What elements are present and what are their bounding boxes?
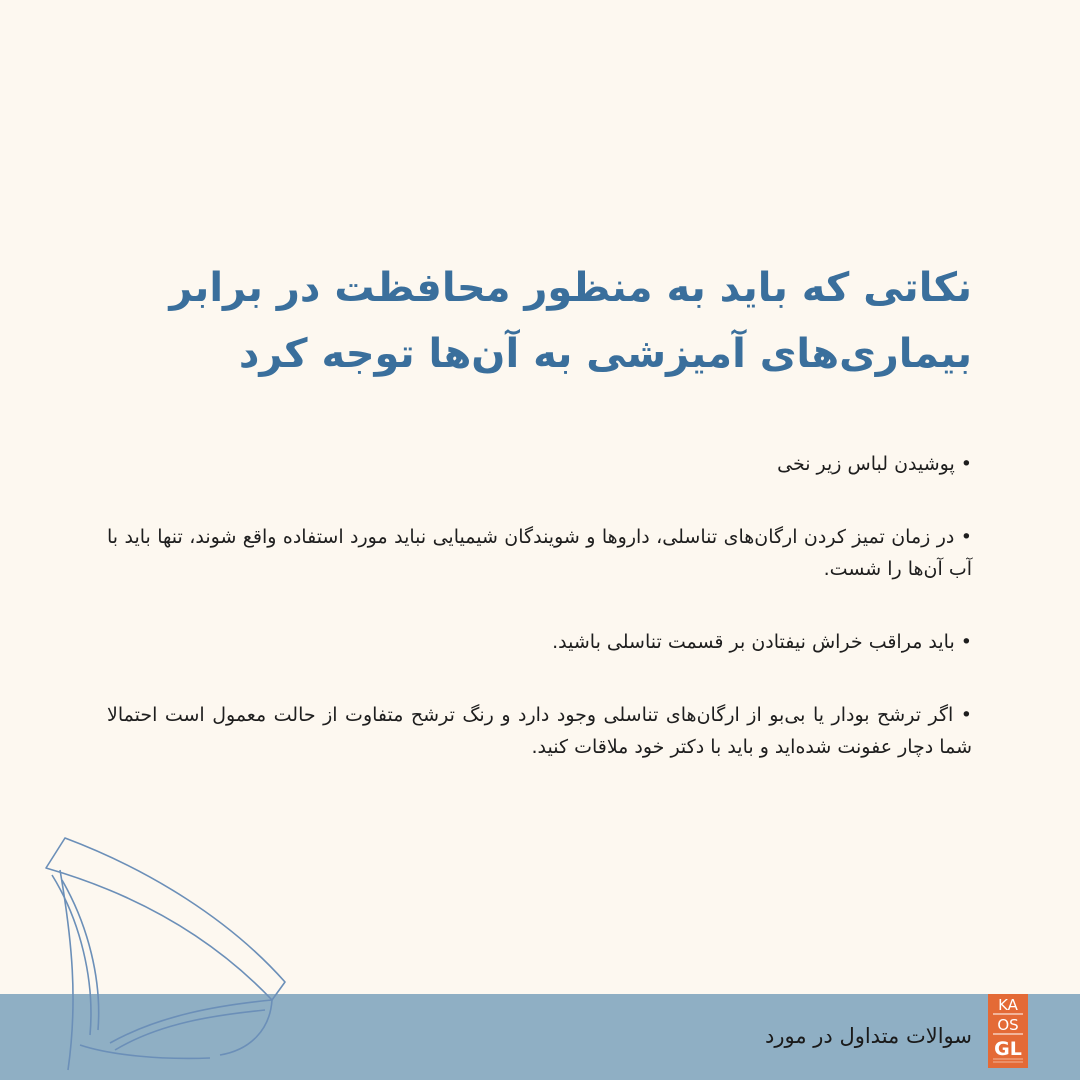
tip-item: • اگر ترشح بودار یا بی‌بو از ارگان‌های تناسلی وجود دارد و رنگ ترشح متفاوت از حالت معمول است احتمالا شما دچار عفونت شده‌اید و باید با دکتر خود ملاقات کنید. xyxy=(107,704,972,758)
title-line-2: بیماری‌های آمیزشی به آن‌ها توجه کرد xyxy=(238,331,972,377)
page-title xyxy=(92,255,972,387)
tip-item: • پوشیدن لباس زیر نخی xyxy=(777,453,972,475)
footer-caption: سوالات متداول در مورد xyxy=(765,1024,972,1048)
svg-text:OS: OS xyxy=(997,1016,1019,1034)
svg-text:GL: GL xyxy=(994,1038,1022,1060)
title-line-1: نکاتی که باید به منظور محافظت در برابر xyxy=(169,265,972,311)
underwear-outline-icon xyxy=(40,830,330,1075)
tip-item: • در زمان تمیز کردن ارگان‌های تناسلی، داروها و شویندگان شیمیایی نباید مورد استفاده واقع شوند، تنها باید با آب آن‌ها را شست. xyxy=(107,526,972,580)
tip-item: • باید مراقب خراش نیفتادن بر قسمت تناسلی باشید. xyxy=(552,631,972,653)
svg-text:KA: KA xyxy=(998,996,1018,1014)
tips-list xyxy=(107,448,972,763)
kaosgl-logo xyxy=(988,994,1028,1068)
